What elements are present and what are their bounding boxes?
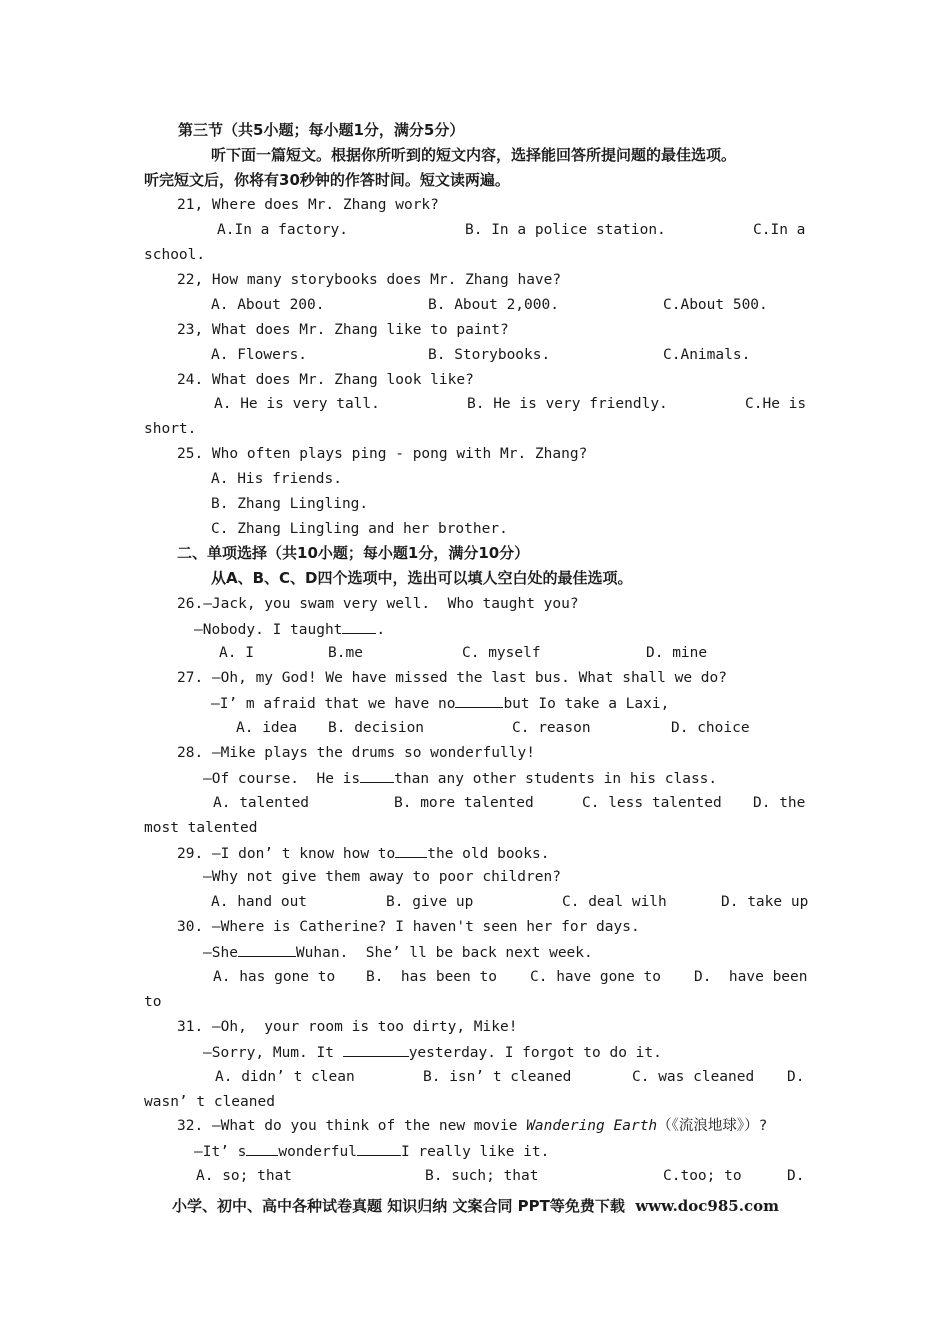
q22-option-c: C.About 500. [663, 297, 768, 313]
question-28: 28. —Mike plays the drums so wonderfully! [177, 745, 535, 761]
q21-option-b: B. In a police station. [465, 222, 666, 238]
q31-option-c: C. was cleaned [632, 1069, 755, 1085]
q27-option-d: D. choice [671, 720, 750, 736]
question-32: 32. —What do you think of the new movie Wandering Earth（《流浪地球》）? [177, 1118, 768, 1134]
q32-answer-line: —It’ s wonderful I really like it. [194, 1141, 549, 1162]
q32-option-b: B. such; that [425, 1168, 539, 1184]
q26-option-a: A. I [219, 645, 254, 661]
section2-title: 二、单项选择（共10小题；每小题1分，满分10分） [177, 544, 530, 562]
q31-option-d-continued: wasn’ t cleaned [144, 1094, 275, 1110]
question-21: 21, Where does Mr. Zhang work? [177, 197, 439, 213]
q26-answer-line: —Nobody. I taught . [194, 619, 385, 640]
question-29: 29. —I don’ t know how to the old books. [177, 843, 549, 864]
q28-option-b: B. more talented [394, 795, 534, 811]
q27-answer-line: —I’ m afraid that we have no but Io take a Laxi, [211, 693, 669, 714]
q29-option-d: D. take up [721, 894, 809, 910]
q25-option-a: A. His friends. [211, 471, 342, 487]
q24-option-b: B. He is very friendly. [467, 396, 668, 412]
q32-blank-1 [246, 1141, 278, 1156]
q26-option-d: D. mine [646, 645, 708, 661]
q23-option-b: B. Storybooks. [428, 347, 551, 363]
question-22: 22, How many storybooks does Mr. Zhang have? [177, 272, 562, 288]
q31-option-b: B. isn’ t cleaned [423, 1069, 572, 1085]
q26-option-b: B.me [328, 645, 363, 661]
q28-answer-line: —Of course. He is than any other students in his class. [203, 768, 717, 789]
q29-option-b: B. give up [386, 894, 474, 910]
q28-blank [360, 768, 394, 783]
q23-option-a: A. Flowers. [211, 347, 308, 363]
footer [172, 1196, 779, 1216]
q30-option-d: D. have been [694, 969, 808, 985]
q27-option-b: B. decision [328, 720, 425, 736]
q27-blank [455, 693, 503, 708]
q31-answer-line: —Sorry, Mum. It yesterday. I forgot to do it. [203, 1042, 662, 1063]
q32-option-a: A. so; that [196, 1168, 293, 1184]
q23-option-c: C.Animals. [663, 347, 751, 363]
q30-option-b: B. has been to [366, 969, 497, 985]
q22-option-a: A. About 200. [211, 297, 325, 313]
section3-instruction-line1: 听下面一篇短文。根据你所听到的短文内容，选择能回答所提问题的最佳选项。 [211, 146, 737, 164]
section3-title: 第三节（共5小题；每小题1分，满分5分） [178, 121, 465, 139]
q29-blank [395, 843, 427, 858]
section2-instruction: 从A、B、C、D四个选项中，选出可以填人空白处的最佳选项。 [211, 569, 633, 587]
question-24: 24. What does Mr. Zhang look like? [177, 372, 474, 388]
q25-option-b: B. Zhang Lingling. [211, 496, 369, 512]
q30-blank [238, 942, 296, 957]
q31-option-d: D. [787, 1069, 805, 1085]
q29-option-c: C. deal wilh [562, 894, 667, 910]
q31-blank [343, 1042, 409, 1057]
question-25: 25. Who often plays ping - pong with Mr. Zhang? [177, 446, 588, 462]
q24-option-a: A. He is very tall. [214, 396, 380, 412]
q27-option-c: C. reason [512, 720, 591, 736]
q32-blank-2 [357, 1141, 401, 1156]
question-27: 27. —Oh, my God! We have missed the last bus. What shall we do? [177, 670, 727, 686]
question-31: 31. —Oh, your room is too dirty, Mike! [177, 1019, 518, 1035]
q30-option-c: C. have gone to [530, 969, 661, 985]
q28-option-d: D. the [753, 795, 806, 811]
q21-option-c-continued: school. [144, 247, 206, 263]
question-26: 26.—Jack, you swam very well. Who taught you? [177, 596, 579, 612]
q28-option-a: A. talented [213, 795, 310, 811]
q29-option-a: A. hand out [211, 894, 308, 910]
q26-option-c: C. myself [462, 645, 541, 661]
q30-answer-line: —She Wuhan. She’ ll be back next week. [203, 942, 593, 963]
q21-option-a: A.In a factory. [217, 222, 348, 238]
q28-option-c: C. less talented [582, 795, 722, 811]
movie-title: Wandering Earth [526, 1118, 658, 1134]
q25-option-c: C. Zhang Lingling and her brother. [211, 521, 508, 537]
q30-option-d-continued: to [144, 994, 162, 1010]
question-30: 30. —Where is Catherine? I haven't seen her for days. [177, 919, 640, 935]
question-23: 23, What does Mr. Zhang like to paint? [177, 322, 509, 338]
q24-option-c-continued: short. [144, 421, 197, 437]
q26-blank [342, 619, 376, 634]
footer-text: 小学、初中、高中各种试卷真题 知识归纳 文案合同 PPT等免费下载 [172, 1197, 625, 1215]
section3-instruction-line2: 听完短文后，你将有30秒钟的作答时间。短文读两遍。 [144, 171, 510, 189]
q30-option-a: A. has gone to [213, 969, 336, 985]
q28-option-d-continued: most talented [144, 820, 258, 836]
q21-option-c: C.In a [753, 222, 806, 238]
footer-url: www.doc985.com [635, 1197, 779, 1215]
q31-option-a: A. didn’ t clean [215, 1069, 355, 1085]
q29-answer-line: —Why not give them away to poor children? [203, 869, 561, 885]
q27-option-a: A. idea [236, 720, 298, 736]
q32-option-c: C.too; to [663, 1168, 742, 1184]
q32-option-d: D. [787, 1168, 805, 1184]
q22-option-b: B. About 2,000. [428, 297, 559, 313]
q24-option-c: C.He is [745, 396, 807, 412]
